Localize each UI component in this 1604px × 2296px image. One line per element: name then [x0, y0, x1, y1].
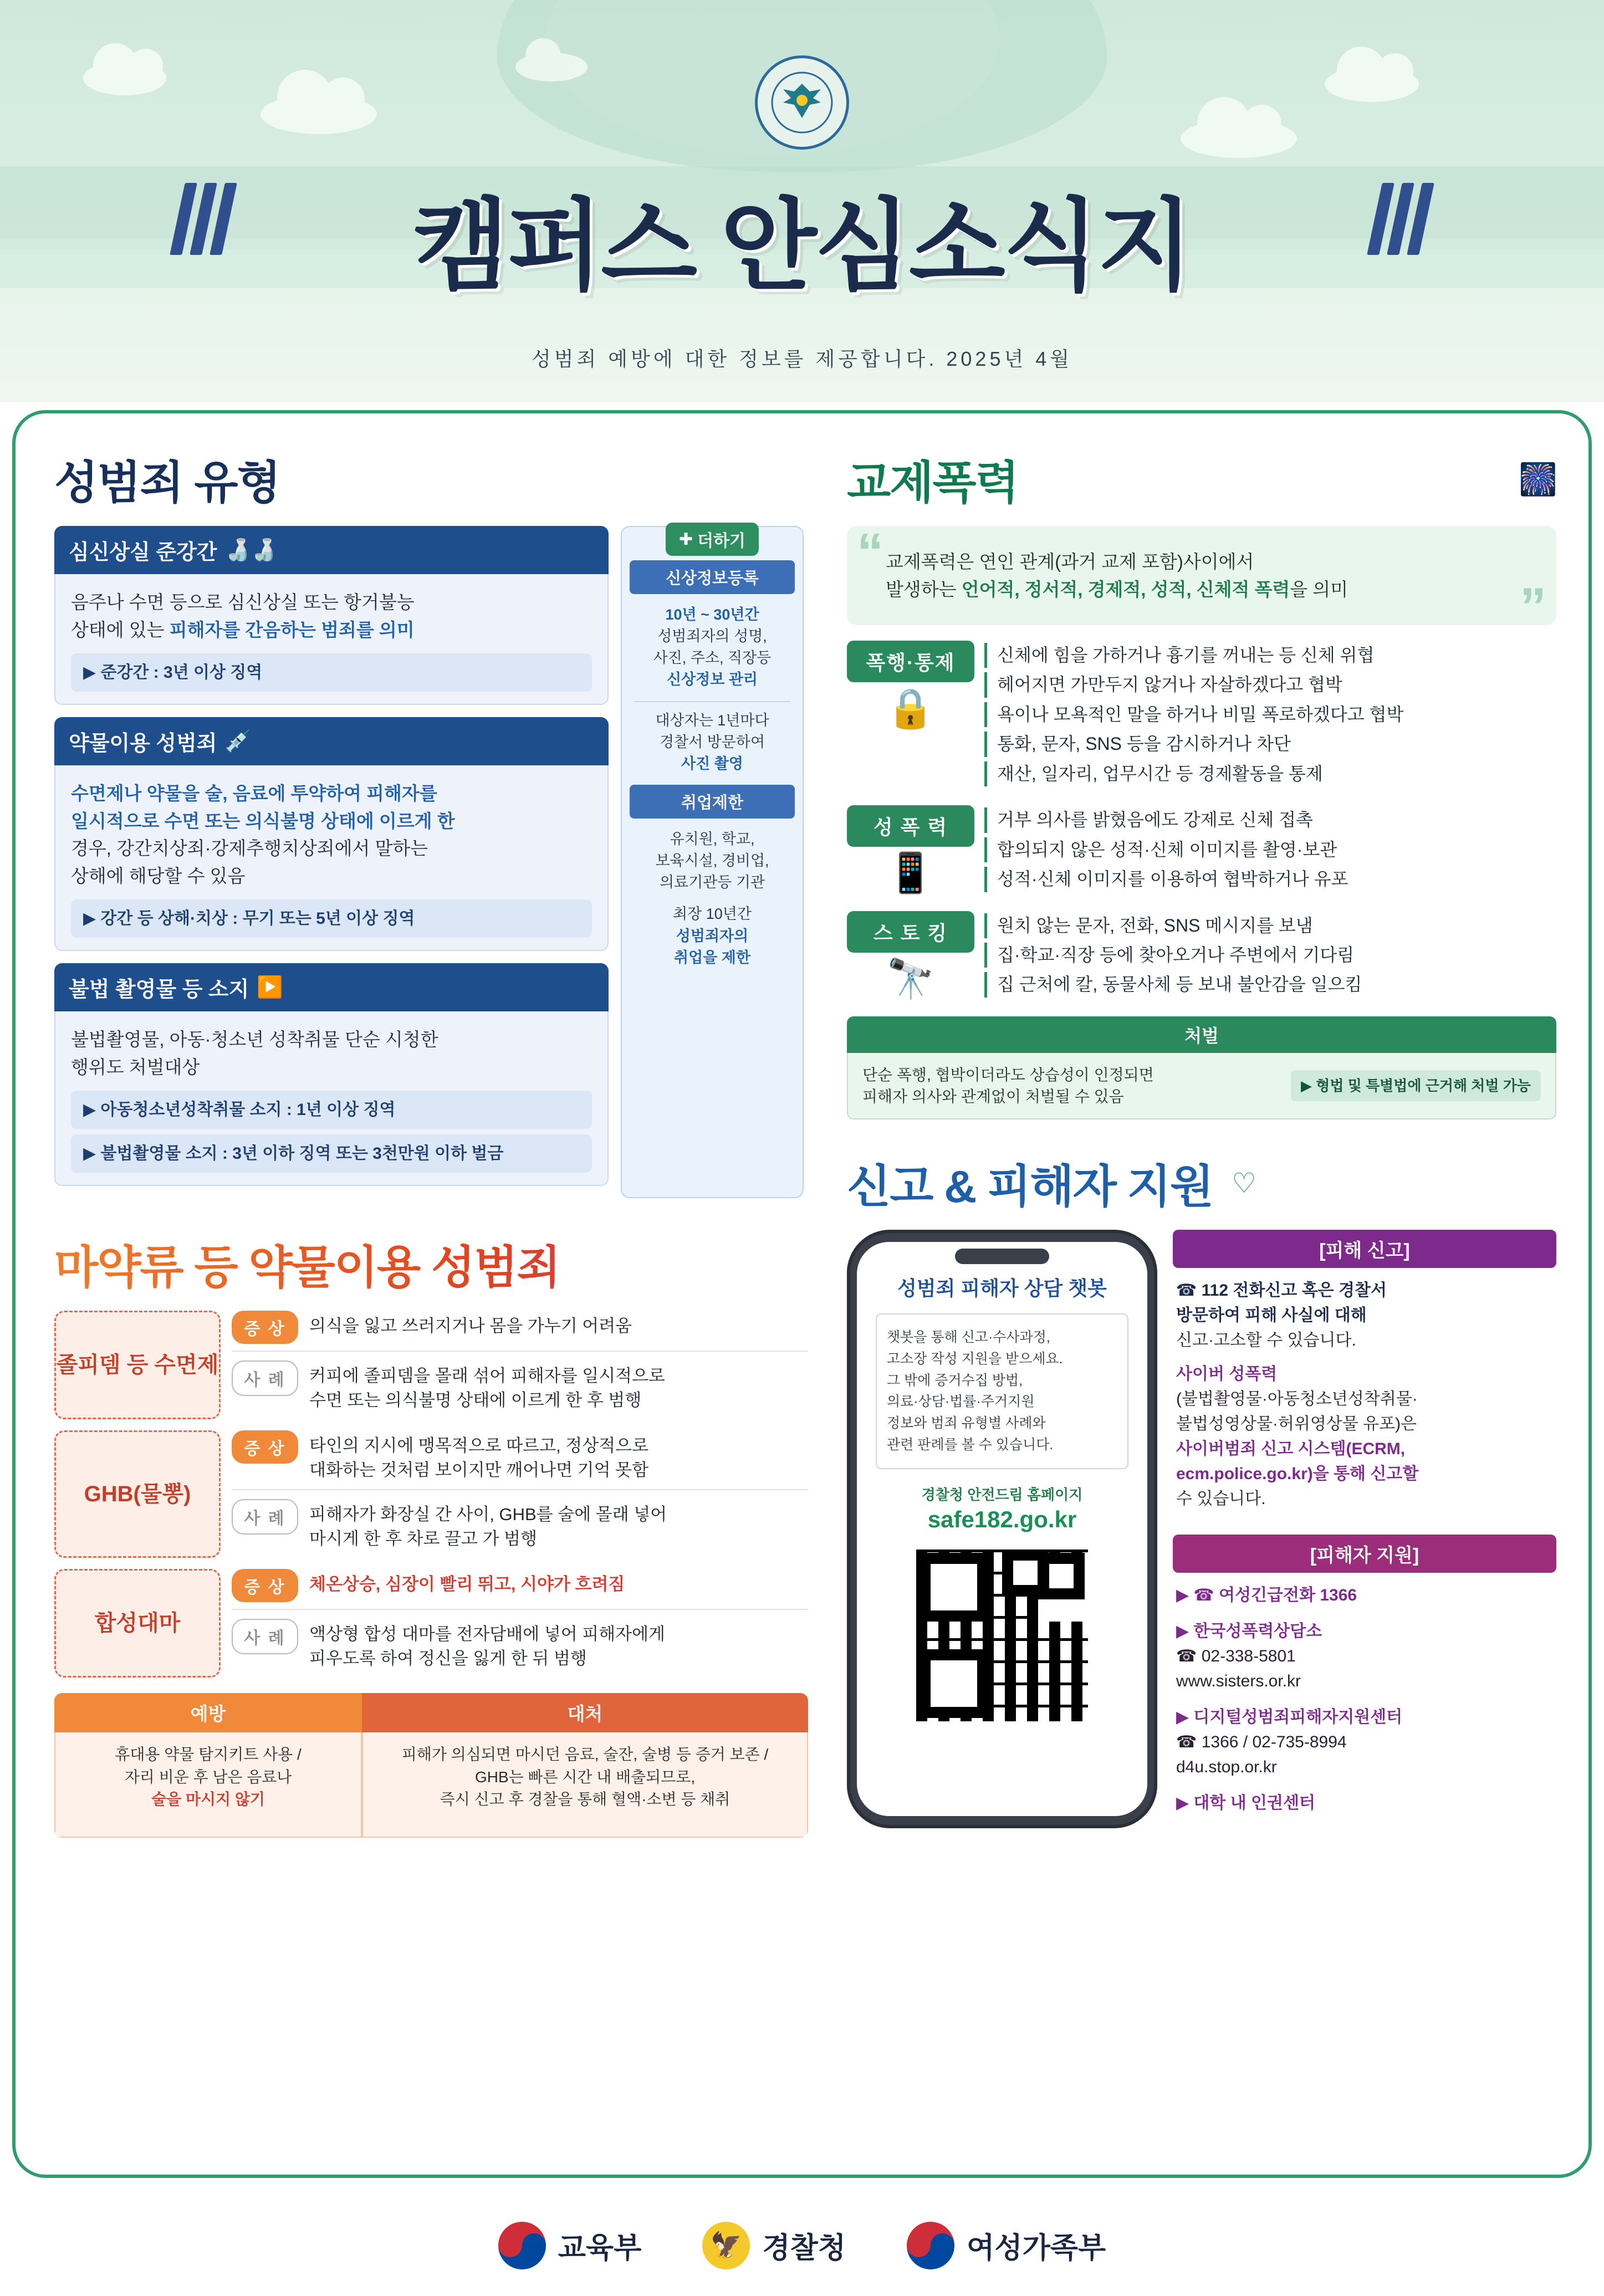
crime-type-line: 일시적으로 수면 또는 의식불명 상태에 이르게 한 — [71, 810, 455, 831]
drug-row — [54, 1569, 808, 1678]
lock-icon: 🔒 — [886, 687, 935, 730]
prevention-header: 예방 — [54, 1693, 362, 1732]
dv-item-list — [984, 641, 1556, 791]
symptom-line: 대화하는 것처럼 보이지만 깨어나면 기억 못함 — [309, 1460, 649, 1480]
response-line: 즉시 신고 후 경찰을 통해 혈액·소변 등 채취 — [440, 1791, 731, 1808]
cyber-info — [1176, 1362, 1553, 1511]
logo-label: 경찰청 — [762, 2232, 846, 2264]
cloud-icon — [1181, 119, 1297, 158]
cyber-line: 불법성영상물·허위영상물 유포)은 — [1176, 1415, 1417, 1434]
logo-label: 교육부 — [558, 2232, 642, 2264]
addon-block-text — [630, 903, 795, 968]
quote-open-icon: “ — [857, 523, 883, 582]
addon-line: 최장 10년간 — [673, 906, 752, 923]
addon-block-text — [630, 710, 795, 775]
phone-alert-icon: 📱 — [886, 851, 935, 895]
penalty-note: ▶ 불법촬영물 소지 : 3년 이하 징역 또는 3천만원 이하 벌금 — [71, 1134, 592, 1173]
page-header — [0, 0, 1604, 402]
divider — [232, 1609, 808, 1610]
section-title-drugs — [54, 1231, 808, 1296]
taegeuk-icon — [907, 2222, 954, 2269]
qr-code[interactable] — [911, 1544, 1094, 1727]
drug-name: GHB(물뽕) — [54, 1430, 221, 1558]
crime-type-line: 행위도 처벌대상 — [71, 1056, 200, 1077]
cloud-icon — [260, 94, 377, 134]
dv-item: 원치 않는 문자, 전화, SNS 메시지를 보냄 — [984, 913, 1556, 938]
penalty-note: ▶ 준강간 : 3년 이상 징역 — [71, 653, 592, 692]
support-item — [1176, 1583, 1553, 1608]
case-text — [309, 1619, 665, 1671]
dv-badge: 폭행·통제 — [847, 641, 974, 682]
dv-item: 집 근처에 칼, 동물사체 등 보내 불안감을 일으킴 — [984, 972, 1556, 997]
addon-tab-label: 더하기 — [697, 532, 746, 550]
prevention-body — [54, 1732, 362, 1838]
case-line: 액상형 합성 대마를 전자담배에 넣어 피해자에게 — [309, 1624, 665, 1644]
symptom-line: 타인의 지시에 맹목적으로 따르고, 정상적으로 — [309, 1436, 649, 1456]
section-title-dating-violence — [847, 447, 1556, 512]
chatbot-line: 고소장 작성 지원을 받으세요. — [887, 1351, 1063, 1367]
section-title-drugs-label: 마약류 등 약물이용 성범죄 — [54, 1242, 560, 1293]
report-line: ☎ 112 전화신고 혹은 경찰서 — [1176, 1281, 1387, 1300]
punishment-header: 처벌 — [847, 1016, 1556, 1053]
support-item-title: ▶ 디지털성범죄피해자지원센터 — [1176, 1708, 1403, 1727]
page-footer — [0, 2195, 1604, 2296]
case-text — [309, 1361, 665, 1413]
support-item — [1176, 1619, 1553, 1694]
logo-label: 여성가족부 — [967, 2232, 1106, 2264]
chatbot-title: 성범죄 피해자 상담 챗봇 — [897, 1277, 1107, 1300]
support-item — [1176, 1791, 1553, 1816]
punishment-line: 단순 폭행, 협박이더라도 상습성이 인정되면 — [862, 1066, 1154, 1083]
section-title-dv-label: 교제폭력 — [847, 458, 1018, 508]
plus-cross-icon: ✚ — [678, 530, 693, 549]
chatbot-description — [876, 1313, 1128, 1469]
dv-definition-line: 발생하는 — [886, 579, 962, 600]
symptom-tag: 증 상 — [232, 1311, 298, 1344]
dv-item: 헤어지면 가만두지 않거나 자살하겠다고 협박 — [984, 672, 1556, 697]
video-play-icon: ▶️ — [257, 975, 283, 999]
response-column — [362, 1693, 808, 1838]
case-line: 피해자가 화장실 간 사이, GHB를 술에 몰래 넣어 — [309, 1505, 667, 1525]
dv-block — [847, 805, 1556, 896]
heart-icon: ♡ — [1232, 1167, 1255, 1199]
section-title-report — [847, 1150, 1556, 1215]
chatbot-line: 챗봇을 통해 신고·수사과정, — [887, 1329, 1050, 1346]
chatbot-line: 의료·상담·법률·주거지원 — [887, 1394, 1035, 1410]
prevention-line: 술을 마시지 않기 — [151, 1791, 265, 1808]
page-subtitle: 성범죄 예방에 대한 정보를 제공합니다. 2025년 4월 — [531, 347, 1073, 370]
police-emblem-icon: 🦅 — [702, 2222, 750, 2269]
addon-line: 보육시설, 경비업, — [655, 852, 769, 870]
case-line: 마시게 한 후 차로 끌고 가 범행 — [309, 1529, 538, 1549]
prevention-response-table — [54, 1693, 808, 1838]
case-tag: 사 례 — [232, 1499, 298, 1535]
dv-item: 신체에 힘을 가하거나 흉기를 꺼내는 등 신체 위협 — [984, 643, 1556, 668]
punishment-tag: ▶ 형법 및 특별법에 근거해 처벌 가능 — [1291, 1070, 1541, 1101]
dv-definition-emphasis: 언어적, 정서적, 경제적, 성적, 신체적 폭력 — [961, 579, 1290, 600]
report-line: 신고·고소할 수 있습니다. — [1176, 1331, 1356, 1350]
dv-punishment — [847, 1016, 1556, 1119]
quote-close-icon: ” — [1520, 577, 1546, 637]
penalty-note: ▶ 강간 등 상해·치상 : 무기 또는 5년 이상 징역 — [71, 899, 592, 938]
addon-line: 취업을 제한 — [674, 949, 750, 966]
drug-row — [54, 1430, 808, 1558]
dv-item: 집·학교·직장 등에 찾아오거나 주변에서 기다림 — [984, 943, 1556, 968]
symptom-text — [309, 1569, 625, 1597]
support-item — [1176, 1705, 1553, 1779]
crime-type-title: 약물이용 성범죄 — [69, 732, 217, 755]
cloud-icon — [515, 53, 588, 81]
response-header: 대처 — [362, 1693, 808, 1732]
crime-type-title: 심신상실 준강간 — [69, 541, 217, 564]
chatbot-line: 정보와 범죄 유형별 사례와 — [887, 1415, 1046, 1431]
dv-item: 합의되지 않은 성적·신체 이미지를 촬영·보관 — [984, 837, 1556, 862]
qr-finder-top-right — [1038, 1553, 1085, 1599]
divider — [232, 1489, 808, 1490]
safe182-url[interactable]: safe182.go.kr — [927, 1506, 1077, 1532]
firework-icon: 🎆 — [1519, 461, 1556, 497]
support-panel — [1173, 1230, 1556, 1841]
case-line: 커피에 졸피뎀을 몰래 섞어 피해자를 일시적으로 — [309, 1366, 665, 1385]
drug-name: 합성대마 — [54, 1569, 221, 1678]
support-item-line: ☎ 1366 / 02-735-8994 — [1176, 1733, 1347, 1752]
cloud-icon — [83, 61, 166, 95]
cyber-line[interactable]: ecm.police.go.kr)을 통해 신고할 — [1176, 1465, 1419, 1484]
cyber-line: 사이버범죄 신고 시스템(ECRM, — [1176, 1440, 1406, 1459]
response-body — [362, 1732, 808, 1838]
crime-type-card — [54, 526, 609, 705]
qr-finder-bottom-left — [920, 1671, 966, 1718]
syringe-icon: 💉 — [224, 729, 251, 753]
logo-mogef — [907, 2222, 1106, 2269]
left-column — [54, 447, 808, 1838]
dv-item: 거부 의사를 밝혔음에도 강제로 신체 접촉 — [984, 807, 1556, 832]
addon-line: 성범죄자의 성명, — [657, 628, 767, 645]
addon-line: 경찰서 방문하여 — [659, 733, 765, 750]
right-column — [847, 447, 1556, 1841]
report-line: 방문하여 피해 사실에 대해 — [1176, 1306, 1367, 1325]
dv-badge: 성 폭 력 — [847, 805, 974, 847]
addon-block-header: 신상정보등록 — [630, 560, 795, 594]
addon-line: 10년 ~ 30년간 — [665, 606, 759, 623]
chatbot-line: 그 밖에 증거수집 방법, — [887, 1372, 1023, 1388]
soju-bottles-icon: 🍶🍶 — [224, 538, 278, 562]
crime-type-line: 상태에 있는 — [71, 619, 170, 640]
dv-item-list — [984, 911, 1556, 1002]
crime-type-title: 불법 촬영물 등 소지 — [69, 978, 249, 1001]
crime-type-emphasis: 피해자를 간음하는 범죄를 의미 — [169, 619, 415, 640]
drug-list — [54, 1311, 808, 1678]
phone-notch — [955, 1249, 1049, 1264]
dv-block — [847, 911, 1556, 1002]
dv-definition-quote — [847, 523, 1556, 637]
crime-type-header — [54, 963, 609, 1011]
addon-line: 사진 촬영 — [681, 755, 743, 772]
drug-name: 졸피뎀 등 수면제 — [54, 1311, 221, 1419]
addon-line: 신상정보 관리 — [667, 671, 758, 688]
addon-line: 유치원, 학교, — [670, 830, 755, 847]
penalty-note: ▶ 아동청소년성착취물 소지 : 1년 이상 징역 — [71, 1091, 592, 1129]
binoculars-icon: 🔭 — [886, 957, 935, 1000]
support-item-line: ☎ 02-338-5801 — [1176, 1647, 1296, 1666]
crime-type-line: 음주나 수면 등으로 심신상실 또는 항거불능 — [71, 592, 415, 612]
addon-line: 대상자는 1년마다 — [655, 712, 769, 729]
response-line: GHB는 빠른 시간 내 배출되므로, — [475, 1768, 696, 1786]
crime-type-line: 경우, 강간치상죄·강제추행치상죄에서 말하는 — [71, 838, 428, 858]
case-line: 수면 또는 의식불명 상태에 이르게 한 후 범행 — [309, 1390, 642, 1410]
support-item-line[interactable]: d4u.stop.or.kr — [1176, 1758, 1277, 1777]
addon-block-text — [630, 604, 795, 691]
addon-line: 의료기관등 기관 — [659, 874, 765, 891]
dv-item-list — [984, 805, 1556, 896]
dv-item: 재산, 일자리, 업무시간 등 경제활동을 통제 — [984, 761, 1556, 786]
crime-type-card — [54, 963, 609, 1186]
addon-block-text — [630, 829, 795, 893]
dv-item: 욕이나 모욕적인 말을 하거나 비밀 폭로하겠다고 협박 — [984, 702, 1556, 727]
case-tag: 사 례 — [232, 1361, 298, 1396]
phone-mockup — [847, 1230, 1157, 1828]
dv-badge: 스 토 킹 — [847, 911, 974, 953]
case-tag: 사 례 — [232, 1619, 298, 1654]
cyber-line: 수 있습니다. — [1176, 1490, 1266, 1508]
taegeuk-icon — [498, 2222, 546, 2269]
symptom-tag: 증 상 — [232, 1569, 298, 1602]
support-item-title: ▶ 한국성폭력상담소 — [1176, 1622, 1322, 1641]
page-title: 캠퍼스 안심소식지 — [412, 191, 1192, 302]
addon-line: 사진, 주소, 직장등 — [653, 650, 772, 667]
section-title-report-label: 신고 & 피해자 지원 — [847, 1162, 1213, 1213]
crime-type-header — [54, 717, 609, 765]
crime-type-body — [54, 1011, 609, 1186]
drug-row — [54, 1311, 808, 1419]
punishment-line: 피해자 의사와 관계없이 처벌될 수 있음 — [862, 1088, 1124, 1105]
safe182-label: 경찰청 안전드림 홈페이지 — [921, 1486, 1083, 1503]
section-title-types: 성범죄 유형 — [54, 458, 280, 508]
support-item-title: ▶ 대학 내 인권센터 — [1176, 1794, 1315, 1813]
dv-item: 성적·신체 이미지를 이용하여 협박하거나 유포 — [984, 867, 1556, 892]
cyber-title: 사이버 성폭력 — [1176, 1365, 1278, 1384]
crime-type-body — [54, 574, 609, 705]
crime-type-line: 상해에 해당할 수 있음 — [71, 865, 246, 886]
logo-police — [702, 2222, 846, 2269]
divider — [634, 701, 790, 702]
symptom-text — [309, 1311, 632, 1338]
dv-definition-line: 을 의미 — [1290, 579, 1348, 600]
divider — [232, 1351, 808, 1352]
content-frame — [12, 410, 1592, 2178]
symptom-line: 체온상승, 심장이 빨리 뛰고, 시야가 흐려짐 — [309, 1574, 625, 1594]
addon-line: 성범죄자의 — [676, 927, 749, 944]
dv-item: 통화, 문자, SNS 등을 감시하거나 차단 — [984, 732, 1556, 756]
symptom-text — [309, 1430, 648, 1482]
prevention-line: 자리 비운 후 남은 음료나 — [124, 1768, 292, 1786]
case-text — [309, 1499, 667, 1551]
support-item-title: ▶ ☎ 여성긴급전화 1366 — [1176, 1586, 1357, 1605]
crime-type-header — [54, 526, 609, 574]
report-info — [1176, 1278, 1553, 1353]
addon-tab — [666, 523, 759, 556]
symptom-tag: 증 상 — [232, 1430, 298, 1464]
dv-definition-line: 교제폭력은 연인 관계(과거 교제 포함)사이에서 — [886, 551, 1254, 572]
crime-type-body — [54, 765, 609, 951]
support-item-line[interactable]: www.sisters.or.kr — [1176, 1672, 1301, 1691]
police-eagle-emblem-icon — [755, 55, 849, 150]
punishment-text — [862, 1064, 1154, 1107]
addon-block-header: 취업제한 — [630, 785, 795, 819]
addon-panel — [621, 526, 804, 1198]
cloud-icon — [1325, 67, 1419, 102]
case-line: 피우도록 하여 정신을 잃게 한 뒤 범행 — [309, 1649, 587, 1669]
logo-moe — [498, 2222, 642, 2269]
dv-block — [847, 641, 1556, 791]
cyber-line: (불법촬영물·아동청소년성착취물· — [1176, 1390, 1418, 1409]
chatbot-line: 관련 판례를 볼 수 있습니다. — [887, 1436, 1054, 1453]
crime-type-line: 수면제나 약물을 술, 음료에 투약하여 피해자를 — [71, 783, 437, 804]
support-section-header: [피해자 지원] — [1173, 1535, 1556, 1573]
response-line: 피해가 의심되면 마시던 음료, 술잔, 술병 등 증거 보존 / — [401, 1746, 769, 1763]
report-section-header: [피해 신고] — [1173, 1230, 1556, 1268]
prevention-line: 휴대용 약물 탐지키트 사용 / — [115, 1746, 302, 1763]
crime-type-card — [54, 717, 609, 951]
symptom-line: 의식을 잃고 쓰러지거나 몸을 가누기 어려움 — [309, 1316, 632, 1336]
prevention-column — [54, 1693, 362, 1838]
crime-type-line: 불법촬영물, 아동·청소년 성착취물 단순 시청한 — [71, 1029, 438, 1050]
crime-type-list — [54, 526, 609, 1198]
